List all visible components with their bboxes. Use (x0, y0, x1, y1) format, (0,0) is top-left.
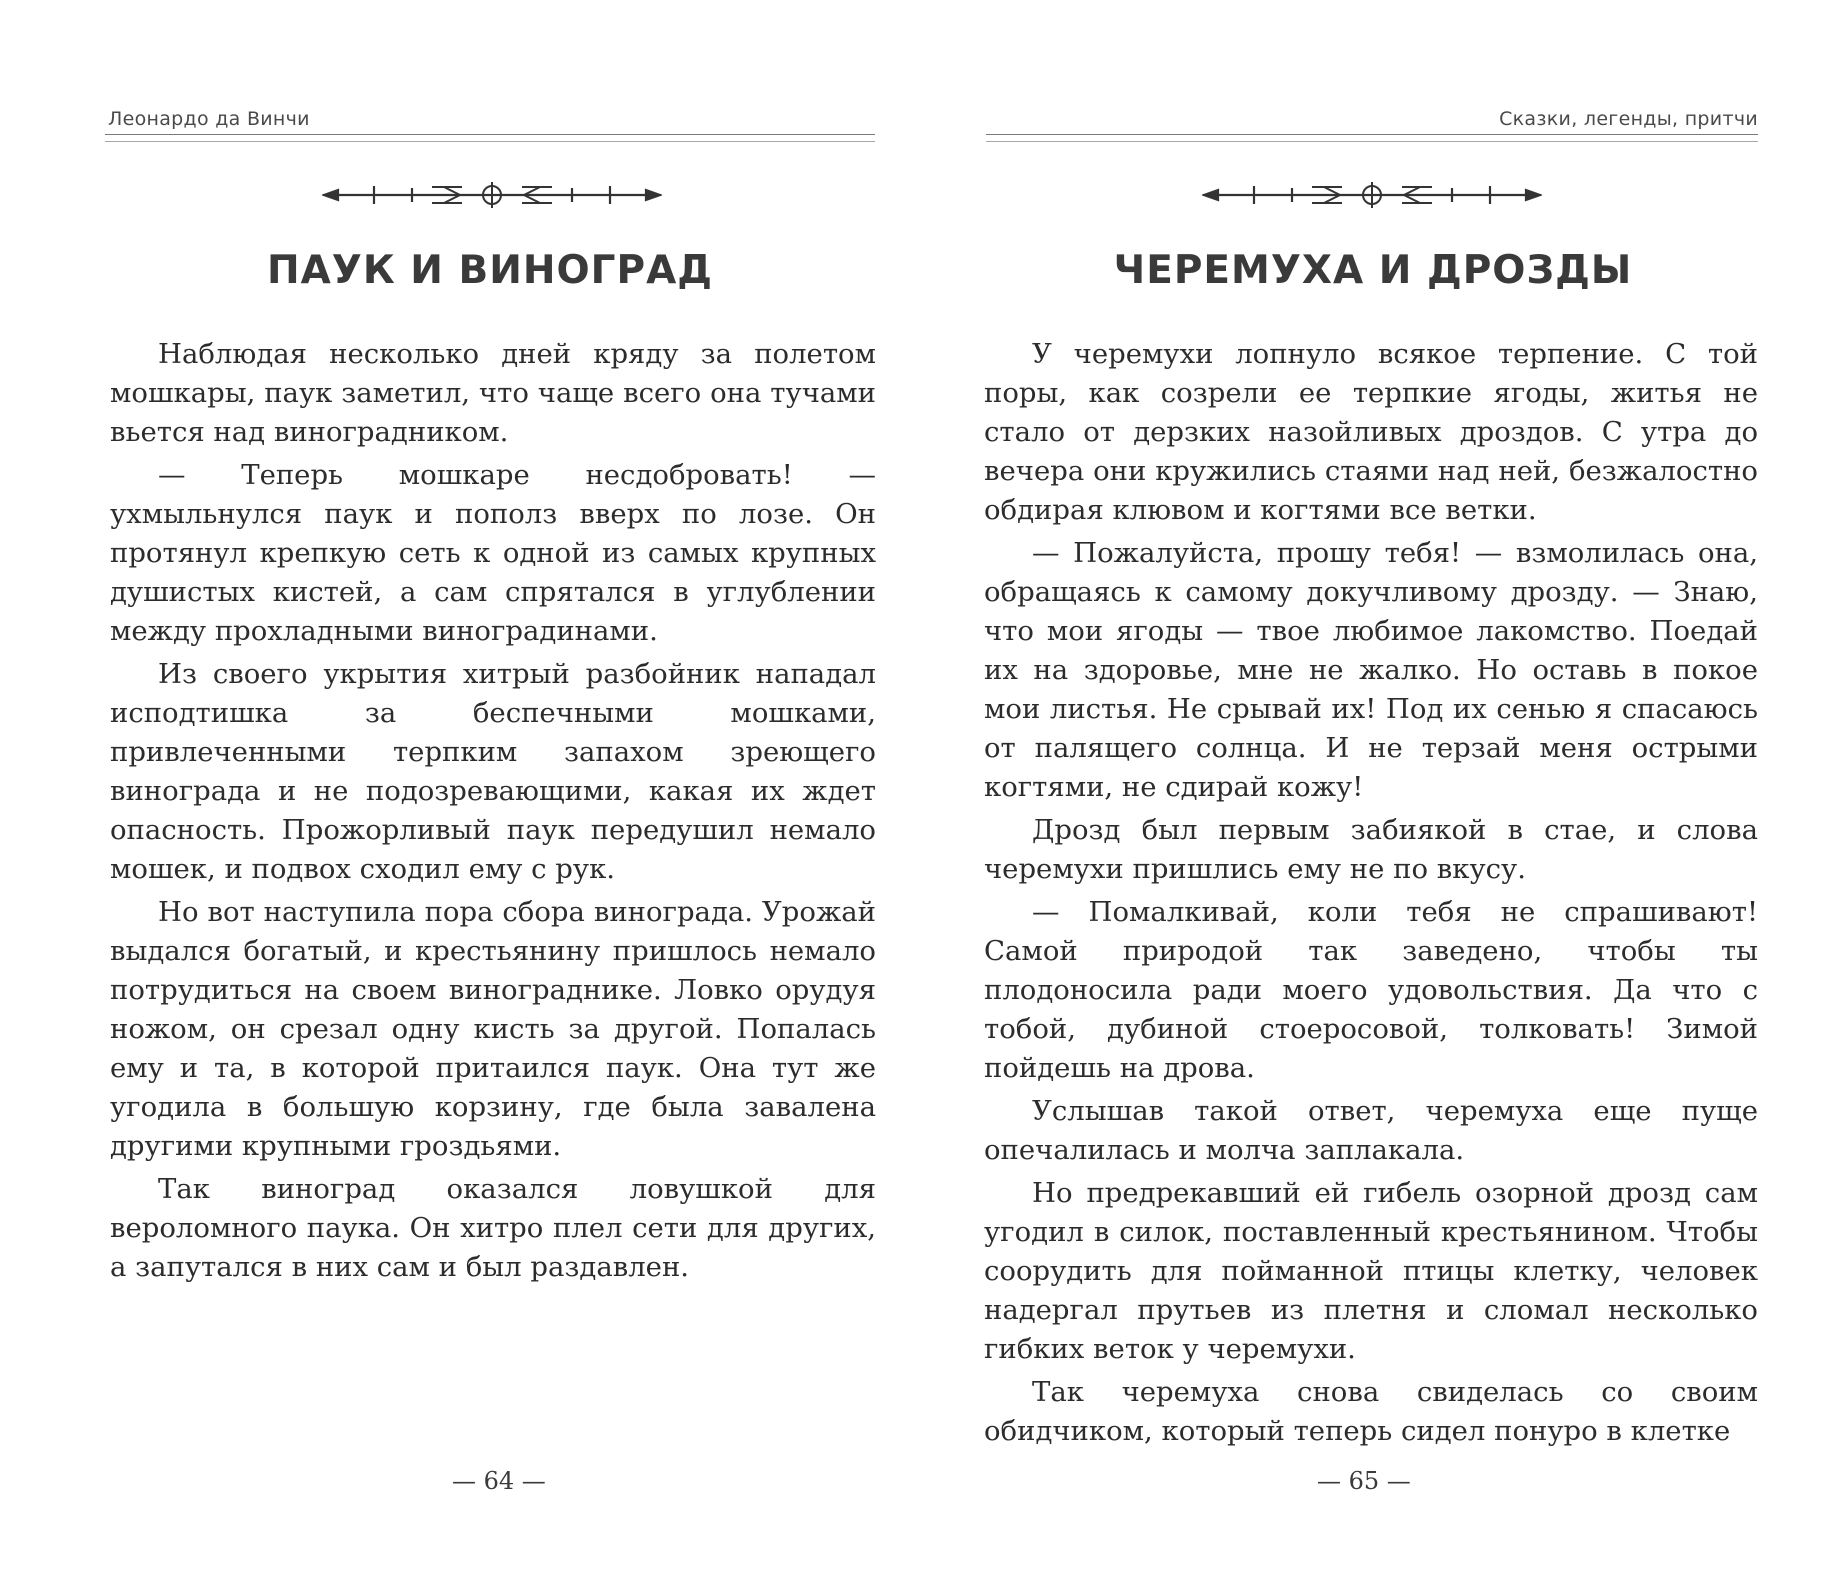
story-paragraph: Наблюдая несколько дней кряду за полетом мошкары, паук заметил, что чаще всего она тучами вьется над виноградником. (110, 338, 876, 448)
story-title: ПАУК И ВИНОГРАД (266, 248, 714, 293)
story-paragraph: Дрозд был первым забиякой в стае, и слова черемухи пришлись ему не по вкусу. (984, 814, 1758, 885)
story-paragraph: — Пожалуйста, прошу тебя! — взмолилась она, обращаясь к самому докучливому дрозду. — Знаю, что мои ягоды — твое любимое лакомство. Поедай их на здоровье, мне не жалко. Но оставь в покое мои листья. Не срывай их! Под их сенью я спасаюсь от палящего солнца. И не терзай меня острыми когтями, не сдирай кожу! (984, 537, 1758, 803)
decorative-arrow-divider-icon (1202, 180, 1542, 210)
running-header-book-title: Сказки, легенды, притчи (1499, 108, 1758, 130)
story-paragraph: Так виноград оказался ловушкой для вероломного паука. Он хитро плел сети для других, а запутался в них сам и был раздавлен. (110, 1173, 876, 1283)
running-header-author: Леонардо да Винчи (108, 108, 310, 130)
story-paragraph: У черемухи лопнуло всякое терпение. С той поры, как созрели ее терпкие ягоды, житья не стало от дерзких назойливых дроздов. С утра до вечера они кружились стаями над ней, безжалостно обдирая клювом и когтями все ветки. (984, 338, 1758, 526)
story-paragraph: Так черемуха снова свиделась со своим обидчиком, который теперь сидел понуро в клетке (984, 1376, 1758, 1447)
story-body (110, 335, 876, 1291)
page-number: — 64 — (452, 1467, 546, 1495)
page-number: — 65 — (1317, 1467, 1411, 1495)
story-paragraph: Но вот наступила пора сбора винограда. Урожай выдался богатый, и крестьянину пришлось немало потрудиться на своем винограднике. Ловко орудуя ножом, он срезал одну кисть за другой. Попалась ему и та, в которой притаился паук. Она тут же угодила в большую корзину, где была завалена другими крупными гроздьями. (110, 896, 876, 1162)
story-title: ЧЕРЕМУХА И ДРОЗДЫ (1113, 248, 1633, 293)
header-rule (105, 134, 875, 142)
decorative-arrow-divider-icon (322, 180, 662, 210)
story-paragraph: — Помалкивай, коли тебя не спрашивают! Самой природой так заведено, чтобы ты плодоносила ради моего удовольствия. Да что с тобой, дубиной стоеросовой, толковать! Зимой пойдешь на дрова. (984, 896, 1758, 1084)
story-paragraph: Но предрекавший ей гибель озорной дрозд сам угодил в силок, поставленный крестьянином. Чтобы соорудить для пойманной птицы клетку, человек надергал прутьев из плетня и сломал несколько гибких веток у черемухи. (984, 1177, 1758, 1365)
right-page (924, 0, 1848, 1573)
story-paragraph: — Теперь мошкаре несдобровать! — ухмыльнулся паук и пополз вверх по лозе. Он протянул крепкую сеть к одной из самых крупных душистых кистей, а сам спрятался в углублении между прохладными виноградинами. (110, 459, 876, 647)
header-rule (986, 134, 1758, 142)
story-paragraph: Услышав такой ответ, черемуха еще пуще опечалилась и молча заплакала. (984, 1095, 1758, 1166)
story-paragraph: Из своего укрытия хитрый разбойник нападал исподтишка за беспечными мошками, привлеченными терпким запахом зреющего винограда и не подозревающими, какая их ждет опасность. Прожорливый паук передушил немало мошек, и подвох сходил ему с рук. (110, 658, 876, 885)
story-body (984, 335, 1758, 1455)
